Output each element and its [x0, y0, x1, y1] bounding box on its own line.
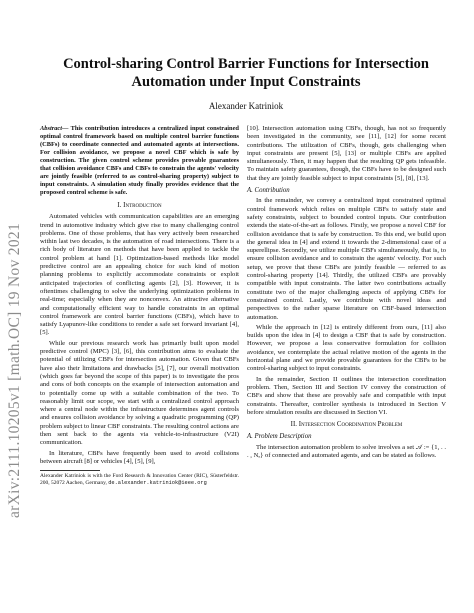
footnote-affiliation: Alexander Katriniok is with the Ford Research & Innovation Center (RIC), Süsterfeldstr. 200, 52072 Aachen, Germany, [40, 473, 239, 486]
paper-title: Control-sharing Control Barrier Functions for Intersection Automation under Input Constraints [63, 56, 429, 90]
subsection-heading-contribution: A. Contribution [247, 187, 290, 195]
intro-paragraph-3: In literature, CBFs have frequently been used to avoid collisions between aircraft [8] or vehicles [4], [5], [9], [40, 449, 239, 465]
section-heading-problem: II. Intersection Coordination Problem [290, 421, 403, 429]
left-column [40, 125, 239, 488]
author-footnote [40, 473, 239, 486]
contribution-paragraph-3: In the remainder, Section II outlines the intersection coordination problem. Then, Section III and Section IV convey the construction of CBFs and show that these are provably safe and compatible with input constraints. Thereafter, controller synthesis is introduced in Section V before simulation results are discussed in Section VI. [247, 375, 446, 416]
section-heading-introduction: I. Introduction [117, 202, 162, 209]
footnote-divider [40, 470, 100, 471]
contribution-paragraph-1: In the remainder, we convey a centralized input constrained optimal control framework which relies on multiple CBFs to satisfy state and safety constraints, subject to bounded control inputs. Our contribution extends the state-of-the-art as follows. Firstly, we propose a novel CBF for collision avoidance that is safe by construction. To this end, we build upon the general idea in [4] and extend it towards the 2-dimensional case of a superellipse. Secondly, we utilize multiple CBFs simultaneously, that is, to ensure collision avoidance and to constrain the agents' velocity. For such setup, we prove that these CBFs are jointly feasible — referred to as control-sharing property [14]. Thirdly, the utilized CBFs are provably compatible with input constraints. The latter two contributions actually constitute two of the major challenging aspects of applying CBFs for constrained control. Lastly, we contribute with novel ideas and perspectives to the rather sparse literature on CBF-based intersection automation. [247, 197, 446, 321]
arxiv-identifier-stamp [2, 150, 28, 590]
intro-paragraph-2: While our previous research work has primarily built upon model predictive control (MPC) [3], [6], this contribution aims to evaluate the potential of utilizing CBFs for intersection automation. Given that CBFs have also their limitations and drawbacks [5], [7], our overall motivation (which goes far beyond the scope of this paper) is to investigate the pros and cons of both concepts on the example of intersection automation and to potentially come up with a suitable combination of the two. To reasonably limit our scope, we start with a centralized control approach where a central node within the infrastructure determines agent controls and ensures collision avoidance by solving a quadratic programming (QP) problem subject to linear CBF constraints. The resulting control actions are then sent back to the agents via vehicle-to-infrastructure (V2I) communication. [40, 339, 239, 447]
abstract-lead: Abstract [40, 125, 63, 132]
subsection-heading-problem-description: A. Problem Description [247, 433, 312, 441]
problem-paragraph: The intersection automation problem to solve involves a set 𝒜 := {1, . . . , Nₐ} of connected and automated agents, and can be stated as follows. [247, 443, 446, 459]
contribution-paragraph-2: While the approach in [12] is entirely different from ours, [11] also builds upon the idea in [4] to design a CBF that is safe by construction. However, we propose a less conservative formulation for collision avoidance, we contemplate the actual relative motion of the agents in the horizontal plane and we provide provable guarantees for the CBFs to be control-sharing subject to input constraints. [247, 323, 446, 373]
intro-continuation: [10]. Intersection automation using CBFs, though, has not so frequently been investigated in the community, see [11], [12] for some recent contributions. The utilization of CBFs, though, gets challenging when input constraints are present [5], [13] or multiple CBFs are applied simultaneously. Then, it may happen that the resulting QP gets infeasible. To maintain safety guarantees, though, the CBFs have to be designed such that they are jointly feasible subject to input constraints [5], [8], [13]. [247, 125, 446, 182]
intro-paragraph-1: Automated vehicles with communication capabilities are an emerging trend in automotive industry which give rise to many challenging control problems. One of those problems, that has very actively been researched within last two decades, is the automation of road intersections. There is a rich body of literature on methods that have been applied to tackle the control problem at hand [1]. Optimization-based methods like model predictive control are an appealing choice for such kind of motion planning problems to explicitly accommodate constraints or exploit anticipated trajectories of conflicting agents [2], [3]. However, it is oftentimes challenging to solve the underlying optimization problems in real-time; especially when they are nonconvex. An attractive alternative and computationally efficient way to handle constraints in an optimal control framework are control barrier functions (CBFs), which have to satisfy Lyapunov-like conditions to render a safe set forward invariant [4], [5]. [40, 213, 239, 337]
paper-author: Alexander Katriniok [208, 101, 284, 111]
arxiv-identifier-text: arXiv:2111.10205v1 [math.OC] 19 Nov 2021 [6, 222, 23, 518]
footnote-email: de.alexander.katriniok@ieee.org [108, 479, 207, 486]
abstract-text: — This contribution introduces a centralized input constrained optimal control framework based on multiple control barrier functions (CBFs) to coordinate connected and automated agents at intersections. For collision avoidance, we propose a novel CBF which is safe by construction. The given control scheme provides provable guarantees that collision avoidance CBFs and CBFs to constrain the agents' velocity are jointly feasible (referred to as control-sharing property) subject to input constraints. A simulation study finally provides evidence that the proposed control scheme is safe. [40, 125, 239, 196]
right-column [247, 125, 446, 462]
abstract [40, 125, 239, 197]
